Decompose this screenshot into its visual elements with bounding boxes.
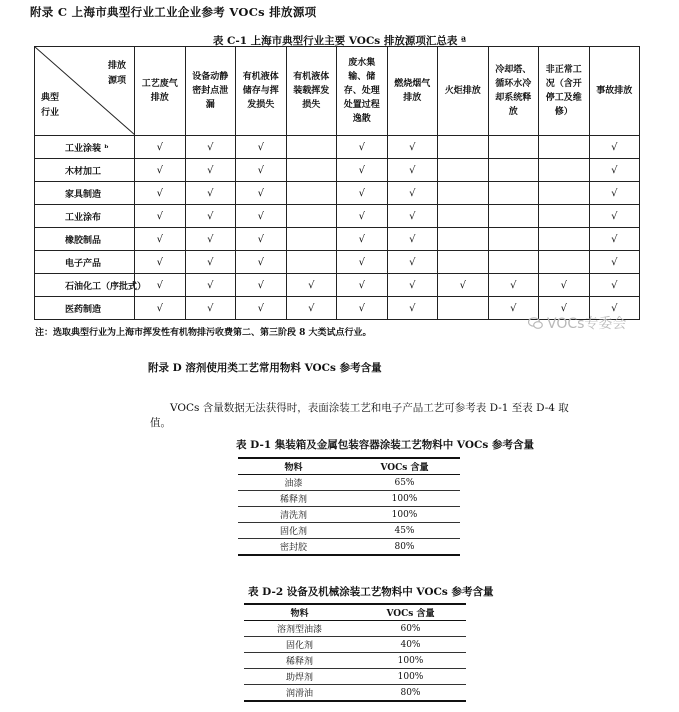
check-mark: √ [409,164,416,176]
table-cell [387,182,438,205]
table-cell [387,136,438,159]
table-d1-body [238,475,460,556]
vocs-content-cell: 65% [349,475,460,491]
check-mark: √ [409,256,416,268]
table-d1-title: 表 D-1 集装箱及金属包装容器涂装工艺物料中 VOCs 参考含量 [236,439,534,451]
vocs-content-cell: 100% [349,507,460,523]
table-c1-corner-cell [35,47,135,136]
table-c1-column-header: 事故排放 [589,47,640,136]
check-mark: √ [611,141,618,153]
table-cell [236,205,287,228]
table-cell [135,228,186,251]
table-c1-column-header: 非正常工 况（含开 停工及维 修） [539,47,590,136]
vocs-content-cell: 100% [355,669,466,685]
table-cell [589,274,640,297]
check-mark: √ [207,187,214,199]
table-row [35,136,640,159]
check-mark: √ [409,233,416,245]
table-cell [185,251,236,274]
check-mark: √ [156,164,163,176]
check-mark: √ [257,187,264,199]
table-c1-column-header: 废水集 输、储 存、处理 处置过程 逸散 [337,47,388,136]
table-row [244,653,466,669]
check-mark: √ [358,164,365,176]
material-cell: 固化剂 [244,637,355,653]
table-cell [438,274,489,297]
table-cell [387,274,438,297]
check-mark: √ [257,302,264,314]
check-mark: √ [207,279,214,291]
check-mark: √ [459,279,466,291]
table-cell [589,228,640,251]
table-row [238,507,460,523]
vocs-content-cell: 100% [349,491,460,507]
table-cell [185,159,236,182]
vocs-content-cell: 80% [355,685,466,702]
industry-cell: 医药制造 [35,297,135,320]
material-cell: 稀释剂 [244,653,355,669]
vocs-content-cell: 100% [355,653,466,669]
check-mark: √ [257,210,264,222]
table-row [35,274,640,297]
table-cell [286,297,337,320]
table-cell [539,182,590,205]
table-d2-header-material: 物料 [244,604,355,621]
table-cell [438,136,489,159]
table-cell [438,228,489,251]
check-mark: √ [257,233,264,245]
check-mark: √ [611,279,618,291]
table-cell [438,205,489,228]
industry-cell: 工业涂装 ᵇ [35,136,135,159]
table-cell [135,182,186,205]
check-mark: √ [207,302,214,314]
table-row [244,685,466,702]
table-cell [337,251,388,274]
table-c1-column-header: 燃烧烟气 排放 [387,47,438,136]
table-row [244,637,466,653]
table-cell [539,228,590,251]
vocs-content-cell: 45% [349,523,460,539]
table-d1-header-vocs: VOCs 含量 [349,458,460,475]
table-cell [236,136,287,159]
table-d1 [238,457,460,556]
table-cell [589,159,640,182]
vocs-content-cell: 60% [355,621,466,637]
check-mark: √ [156,187,163,199]
table-c1-caption: 表 C-1 上海市典型行业主要 VOCs 排放源项汇总表 ª [212,35,467,47]
table-cell [488,136,539,159]
industry-cell: 电子产品 [35,251,135,274]
table-d2-header-row [244,604,466,621]
table-cell [236,228,287,251]
vocs-content-cell: 40% [355,637,466,653]
table-cell [589,205,640,228]
table-cell [185,136,236,159]
table-cell [236,182,287,205]
table-cell [286,251,337,274]
table-cell [236,251,287,274]
check-mark: √ [611,164,618,176]
check-mark: √ [409,141,416,153]
check-mark: √ [156,210,163,222]
table-cell [387,205,438,228]
table-cell [185,205,236,228]
table-cell [185,228,236,251]
corner-label-bottom: 典型 行业 [41,93,60,118]
material-cell: 油漆 [238,475,349,491]
check-mark: √ [207,141,214,153]
wechat-icon [528,317,543,329]
table-row [244,669,466,685]
check-mark: √ [611,187,618,199]
material-cell: 助焊剂 [244,669,355,685]
check-mark: √ [409,302,416,314]
table-cell [589,136,640,159]
table-cell [135,205,186,228]
check-mark: √ [560,302,567,314]
table-cell [488,182,539,205]
table-d2-body [244,621,466,702]
table-row [238,491,460,507]
check-mark: √ [560,279,567,291]
table-cell [337,297,388,320]
check-mark: √ [156,302,163,314]
table-cell [135,159,186,182]
appendix-d-paragraph [150,401,600,431]
table-cell [387,297,438,320]
table-d2 [244,603,466,702]
check-mark: √ [358,233,365,245]
material-cell: 溶剂型油漆 [244,621,355,637]
table-cell [438,251,489,274]
check-mark: √ [156,233,163,245]
vocs-content-cell: 80% [349,539,460,556]
appendix-c-title: 附录 C 上海市典型行业工业企业参考 VOCs 排放源项 [30,5,317,19]
table-cell [387,228,438,251]
check-mark: √ [510,279,517,291]
table-c1-column-header: 设备动静 密封点泄 漏 [185,47,236,136]
table-cell [286,159,337,182]
watermark-text: VOCs专委会 [547,316,627,332]
table-cell [135,251,186,274]
check-mark: √ [409,187,416,199]
table-row [35,182,640,205]
material-cell: 润滑油 [244,685,355,702]
table-row [238,523,460,539]
appendix-d-title: 附录 D 溶剂使用类工艺常用物料 VOCs 参考含量 [148,362,382,374]
table-row [35,228,640,251]
table-cell [337,136,388,159]
table-cell [387,159,438,182]
table-c1-column-header: 冷却塔、 循环水冷 却系统释 放 [488,47,539,136]
table-d1-header-row [238,458,460,475]
table-cell [236,274,287,297]
industry-cell: 工业涂布 [35,205,135,228]
table-c1-column-header: 工艺废气 排放 [135,47,186,136]
check-mark: √ [156,141,163,153]
table-c1-column-header: 有机液体 装载挥发 损失 [286,47,337,136]
table-cell [286,182,337,205]
check-mark: √ [257,256,264,268]
check-mark: √ [510,302,517,314]
check-mark: √ [611,210,618,222]
table-cell [337,228,388,251]
table-cell [337,182,388,205]
table-cell [236,159,287,182]
table-cell [539,136,590,159]
table-cell [286,274,337,297]
table-cell [539,159,590,182]
check-mark: √ [358,256,365,268]
table-cell [286,228,337,251]
table-cell [488,228,539,251]
check-mark: √ [207,164,214,176]
table-cell [337,274,388,297]
table-c1-column-header: 火炬排放 [438,47,489,136]
check-mark: √ [358,187,365,199]
industry-cell: 石油化工（序批式） [35,274,135,297]
table-c1-note: 注：选取典型行业为上海市挥发性有机物排污收费第二、第三阶段 8 大类试点行业。 [35,328,372,338]
check-mark: √ [156,279,163,291]
table-c1-body [35,136,640,320]
table-cell [488,251,539,274]
material-cell: 密封胶 [238,539,349,556]
table-cell [488,274,539,297]
table-cell [337,159,388,182]
table-cell [438,182,489,205]
table-cell [539,251,590,274]
table-d1-header-material: 物料 [238,458,349,475]
check-mark: √ [358,302,365,314]
table-row [238,539,460,556]
table-cell [488,159,539,182]
table-cell [286,136,337,159]
check-mark: √ [257,279,264,291]
table-c1-header-row [35,47,640,136]
table-cell [488,205,539,228]
check-mark: √ [156,256,163,268]
check-mark: √ [611,233,618,245]
check-mark: √ [358,279,365,291]
table-c1-column-header: 有机液体 储存与挥 发损失 [236,47,287,136]
table-cell [387,251,438,274]
paragraph-line-2: 值。 [150,417,171,429]
table-cell [135,136,186,159]
table-cell [185,274,236,297]
corner-label-top: 排放 源项 [107,61,126,86]
table-cell [337,205,388,228]
check-mark: √ [611,302,618,314]
industry-cell: 橡胶制品 [35,228,135,251]
table-d2-title: 表 D-2 设备及机械涂装工艺物料中 VOCs 参考含量 [248,586,494,598]
table-cell [438,159,489,182]
table-cell [185,297,236,320]
table-cell [589,182,640,205]
table-row [35,159,640,182]
check-mark: √ [257,141,264,153]
industry-cell: 木材加工 [35,159,135,182]
check-mark: √ [308,302,315,314]
table-row [35,205,640,228]
check-mark: √ [409,279,416,291]
table-cell [236,297,287,320]
table-cell [539,274,590,297]
check-mark: √ [358,141,365,153]
watermark [528,313,626,333]
table-row [238,475,460,491]
check-mark: √ [308,279,315,291]
check-mark: √ [207,233,214,245]
table-cell [286,205,337,228]
table-cell [135,297,186,320]
check-mark: √ [611,256,618,268]
table-d2-header-vocs: VOCs 含量 [355,604,466,621]
table-row [244,621,466,637]
material-cell: 稀释剂 [238,491,349,507]
material-cell: 固化剂 [238,523,349,539]
paragraph-line-1: VOCs 含量数据无法获得时，表面涂装工艺和电子产品工艺可参考表 D-1 至表 D-4 取 [170,402,569,414]
check-mark: √ [207,256,214,268]
table-cell [438,297,489,320]
check-mark: √ [358,210,365,222]
table-cell [539,205,590,228]
table-c1 [34,46,640,320]
check-mark: √ [257,164,264,176]
table-row [35,251,640,274]
check-mark: √ [207,210,214,222]
table-cell [589,251,640,274]
industry-cell: 家具制造 [35,182,135,205]
material-cell: 清洗剂 [238,507,349,523]
table-cell [185,182,236,205]
check-mark: √ [409,210,416,222]
